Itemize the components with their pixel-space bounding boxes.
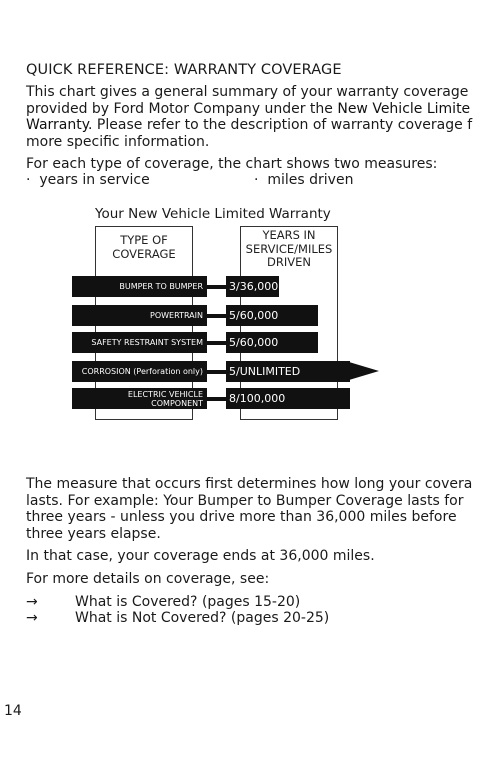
coverage-type-bumper: BUMPER TO BUMPER	[72, 276, 207, 297]
bullet-miles-text: miles driven	[267, 172, 354, 188]
bullet-years-text: years in service	[39, 172, 150, 188]
explain-line-3: three years - unless you drive more than 36,000 miles before	[26, 509, 457, 525]
warranty-name-part1: New Vehicle Limite	[337, 100, 471, 117]
bullet-dot-icon: ·	[26, 172, 40, 188]
intro-line-2	[26, 101, 486, 118]
coverage-value-bumper: 3/36,000	[226, 276, 279, 297]
bullet-dot-icon: ·	[254, 172, 268, 188]
arrow-right-icon: →	[26, 594, 38, 610]
ev-label-line-2: COMPONENT	[151, 398, 203, 408]
years-header-line-3: DRIVEN	[267, 255, 311, 269]
years-header-line-1: YEARS IN	[262, 228, 316, 242]
row-connector	[207, 341, 226, 345]
measures-sentence: For each type of coverage, the chart shows two measures:	[26, 156, 438, 172]
warranty-name-part2: Warranty.	[26, 117, 93, 133]
section-heading: QUICK REFERENCE: WARRANTY COVERAGE	[26, 62, 342, 78]
coverage-type-safety-restraint: SAFETY RESTRAINT SYSTEM	[72, 332, 207, 353]
explanation-paragraph	[26, 476, 486, 542]
type-column-header	[95, 234, 193, 261]
explain-line-4: three years elapse.	[26, 525, 161, 542]
coverage-value-safety-restraint: 5/60,000	[226, 332, 318, 353]
intro-line-1: This chart gives a general summary of your warranty coverage	[26, 84, 469, 100]
bullet-miles	[254, 172, 353, 188]
row-connector	[207, 370, 226, 374]
more-details-sentence: For more details on coverage, see:	[26, 571, 270, 587]
coverage-ends-sentence: In that case, your coverage ends at 36,000 miles.	[26, 548, 375, 564]
coverage-value-ev-component: 8/100,000	[226, 388, 350, 409]
type-header-line-1: TYPE OF	[120, 233, 168, 247]
years-header-line-2: SERVICE/MILES	[245, 241, 333, 256]
intro-paragraph	[26, 84, 486, 150]
link-title: What is Covered?	[75, 594, 198, 610]
link-pages: (pages 15-20)	[197, 594, 301, 610]
row-connector	[207, 314, 226, 318]
bullet-years	[26, 172, 150, 188]
explain-line-1: The measure that occurs first determines how long your covera	[26, 476, 473, 492]
arrow-right-icon: →	[26, 610, 38, 626]
intro-line-3-text: Please refer to the description of warranty coverage f	[92, 117, 473, 133]
coverage-type-powertrain: POWERTRAIN	[72, 305, 207, 326]
link-title: What is Not Covered?	[75, 610, 227, 626]
chart-title: Your New Vehicle Limited Warranty	[95, 206, 331, 222]
type-header-line-2: COVERAGE	[112, 246, 176, 261]
row-connector	[207, 397, 226, 401]
coverage-value-powertrain: 5/60,000	[226, 305, 318, 326]
row-connector	[207, 285, 226, 289]
intro-line-2-text: provided by Ford Motor Company under the	[26, 100, 338, 117]
page-number: 14	[4, 703, 22, 719]
years-column-header	[240, 229, 338, 270]
coverage-type-corrosion: CORROSION (Perforation only)	[72, 361, 207, 382]
link-pages: (pages 20-25)	[226, 610, 330, 626]
coverage-value-corrosion: 5/UNLIMITED	[226, 361, 350, 382]
unlimited-arrow-icon	[349, 362, 379, 380]
coverage-type-ev-component	[72, 388, 207, 409]
intro-line-4: more specific information.	[26, 133, 210, 150]
ev-label-line-1: ELECTRIC VEHICLE	[127, 389, 203, 399]
explain-line-2: lasts. For example: Your Bumper to Bumper Coverage lasts for	[26, 492, 464, 509]
intro-line-3	[26, 117, 486, 134]
